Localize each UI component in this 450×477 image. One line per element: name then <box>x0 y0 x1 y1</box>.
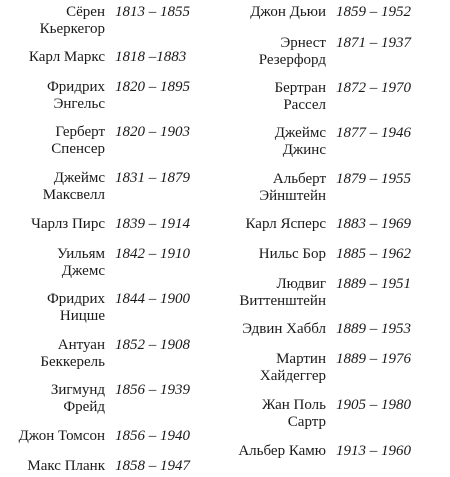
person-name: Людвиг Виттенштейн <box>239 276 326 309</box>
person-name: Нильс Бор <box>258 246 326 262</box>
life-years: 1889 – 1953 <box>336 321 411 337</box>
life-years: 1856 – 1940 <box>115 428 190 444</box>
life-years: 1856 – 1939 <box>115 382 190 398</box>
person-name: Чарлз Пирс <box>31 216 105 232</box>
life-years: 1883 – 1969 <box>336 216 411 232</box>
life-years: 1905 – 1980 <box>336 397 411 413</box>
life-years: 1872 – 1970 <box>336 80 411 96</box>
person-name: Макс Планк <box>27 458 105 474</box>
person-name: Джон Дьюи <box>250 4 326 20</box>
life-years: 1871 – 1937 <box>336 35 411 51</box>
person-name: Фридрих Ницше <box>46 291 105 324</box>
person-name: Зигмунд Фрейд <box>50 382 105 415</box>
person-name: Джон Томсон <box>18 428 105 444</box>
life-years: 1889 – 1951 <box>336 276 411 292</box>
life-years: 1844 – 1900 <box>115 291 190 307</box>
person-name: Антуан Беккерель <box>40 337 105 370</box>
life-years: 1852 – 1908 <box>115 337 190 353</box>
life-years: 1831 – 1879 <box>115 170 190 186</box>
life-years: 1820 – 1903 <box>115 124 190 140</box>
life-years: 1889 – 1976 <box>336 351 411 367</box>
life-years: 1839 – 1914 <box>115 216 190 232</box>
life-years: 1859 – 1952 <box>336 4 411 20</box>
person-name: Фридрих Энгельс <box>46 79 105 112</box>
life-years: 1813 – 1855 <box>115 4 190 20</box>
person-name: Альбер Камю <box>238 443 326 459</box>
person-name: Мартин Хайдеггер <box>259 351 326 384</box>
person-name: Джеймс Джинс <box>274 125 326 158</box>
person-name: Эрнест Резерфорд <box>258 35 326 68</box>
life-years: 1913 – 1960 <box>336 443 411 459</box>
person-name: Бертран Рассел <box>274 80 326 113</box>
life-years: 1885 – 1962 <box>336 246 411 262</box>
person-name: Альберт Эйнштейн <box>259 171 326 204</box>
person-name: Герберт Спенсер <box>51 124 105 157</box>
life-years: 1879 – 1955 <box>336 171 411 187</box>
person-name: Карл Маркс <box>28 49 105 65</box>
person-name: Джеймс Максвелл <box>42 170 105 203</box>
person-name: Карл Ясперс <box>245 216 326 232</box>
person-name: Сёрен Кьеркегор <box>39 4 105 37</box>
person-name: Эдвин Хаббл <box>242 321 326 337</box>
life-years: 1820 – 1895 <box>115 79 190 95</box>
person-name: Уильям Джемс <box>56 246 105 279</box>
life-years: 1842 – 1910 <box>115 246 190 262</box>
life-years: 1858 – 1947 <box>115 458 190 474</box>
person-name: Жан Поль Сартр <box>262 397 326 430</box>
life-years: 1818 –1883 <box>115 49 187 65</box>
life-years: 1877 – 1946 <box>336 125 411 141</box>
